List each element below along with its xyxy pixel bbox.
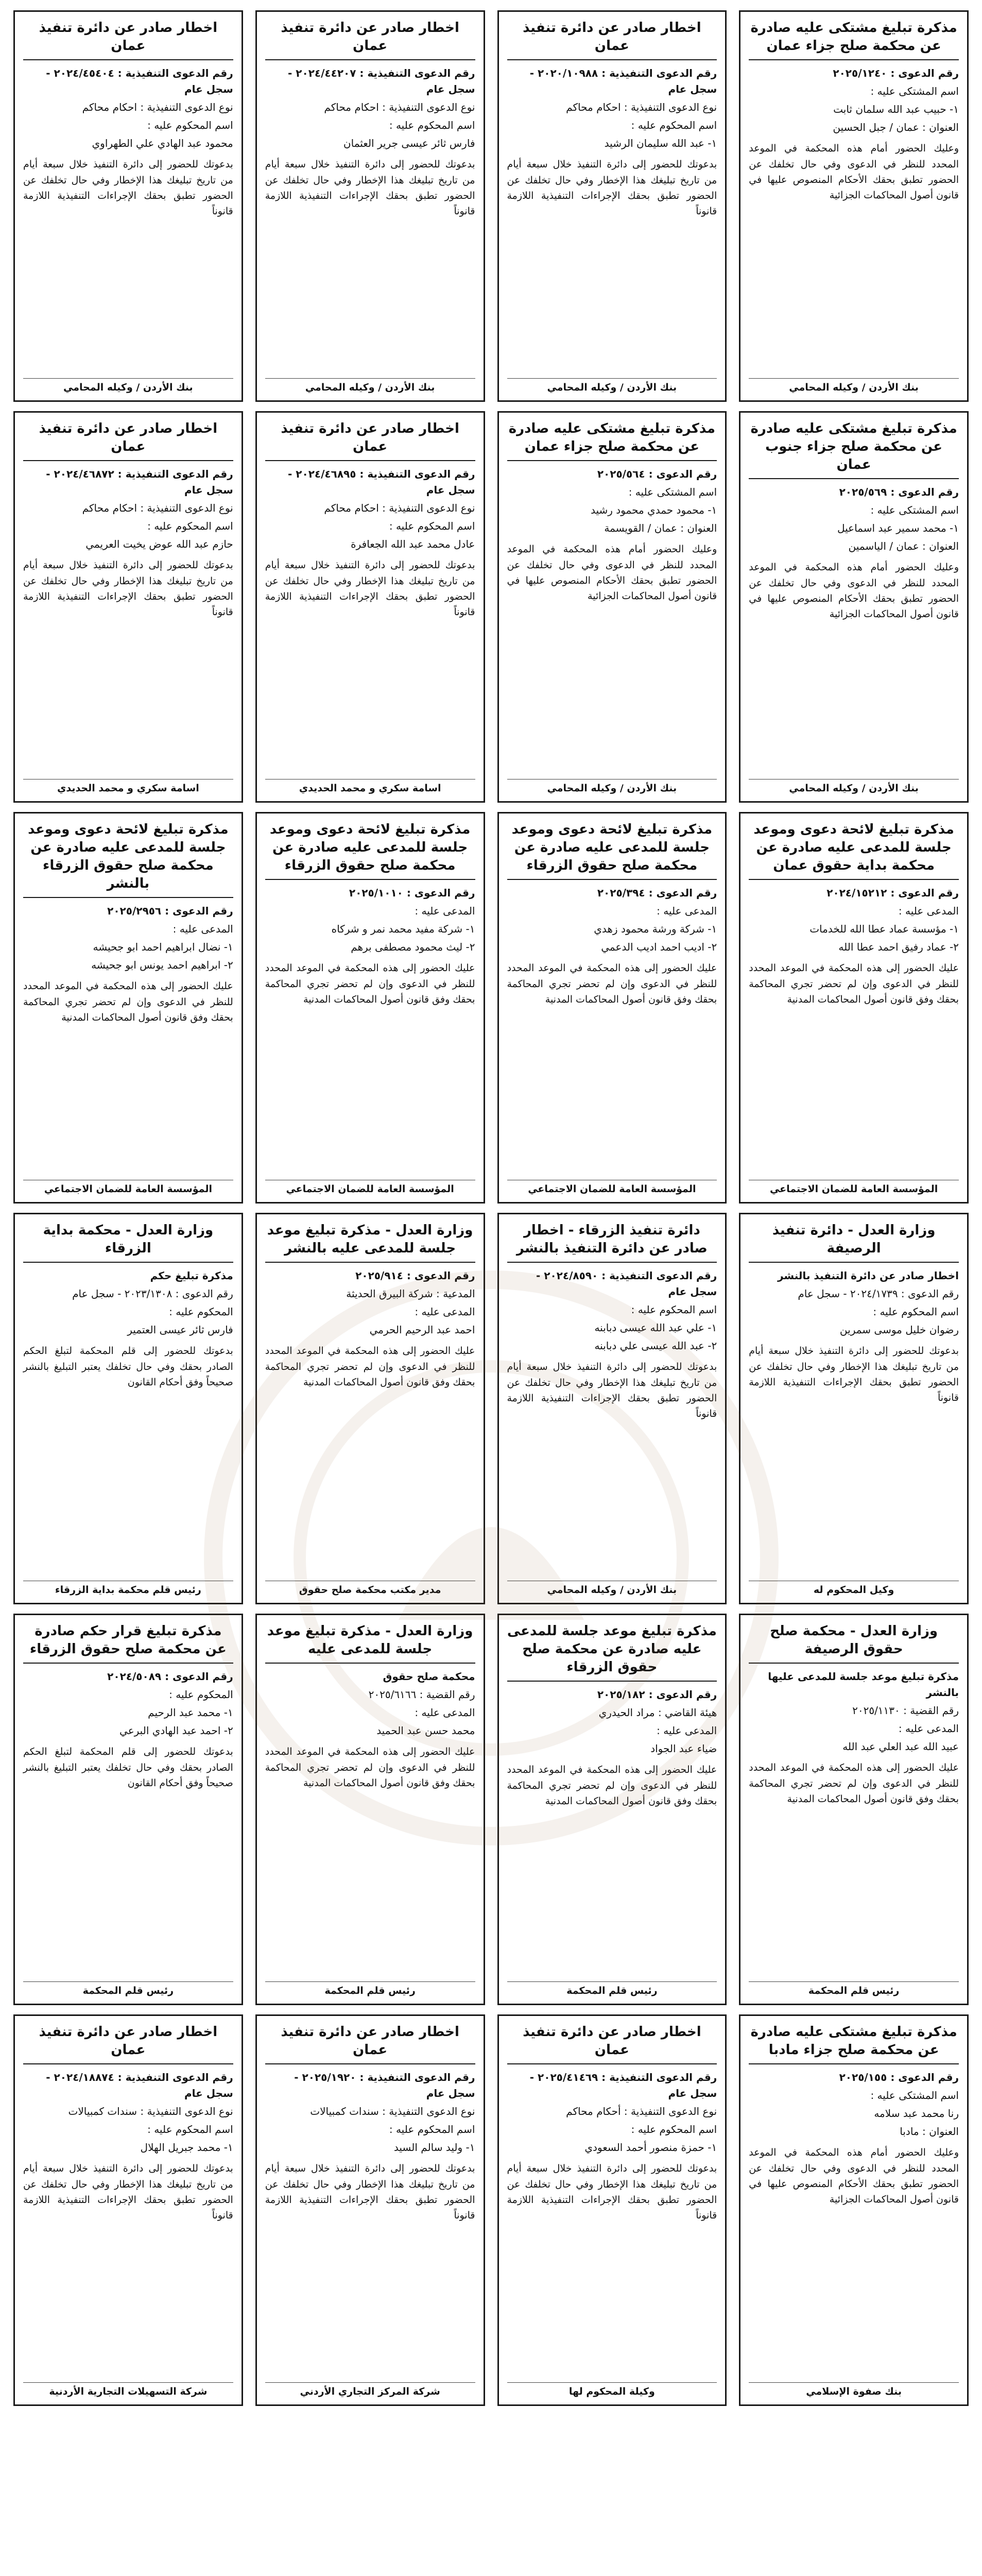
notice-detail-line: اسم المحكوم عليه : [631, 119, 717, 132]
legal-notice [497, 1213, 727, 1604]
notice-detail-line: رقم الدعوى التنفيذية : ٢٠٢٥/١٩٢٠ - سجل عام [294, 2071, 475, 2100]
legal-notice [497, 2014, 727, 2406]
notice-signatory: بنك الأردن / وكيله المحامي [265, 378, 475, 393]
notice-detail-line: نوع الدعوى التنفيذية : سندات كمبيالات [310, 2105, 475, 2118]
notice-body: عليك الحضور إلى هذه المحكمة في الموعد المحدد للنظر في الدعوى وإن لم تحضر تجري المحاكمة بحقك وفق قانون أصول المحاكمات المدنية [265, 1746, 475, 1789]
notice-detail-line: رنا محمد عبد سلامه [874, 2107, 959, 2120]
notice-title: وزارة العدل - دائرة تنفيذ الرصيفة [749, 1222, 959, 1263]
notice-detail-line: رقم الدعوى : ٢٠٢٥/١٨٢ [597, 1688, 717, 1701]
notice-detail-line: ٢- عماد رفيق احمد عطا الله [838, 941, 959, 954]
notice-title: مذكرة تبليغ لائحة دعوى وموعد جلسة للمدعى عليه صادرة عن محكمة صلح حقوق الزرقاء [265, 821, 475, 880]
legal-notice [13, 2014, 243, 2406]
notice-detail-line: المحكوم عليه : [169, 1688, 233, 1701]
notice-detail-line: رقم القضية : ٢٠٢٥/٦١٦٦ [368, 1688, 475, 1701]
notice-signatory: بنك صفوة الإسلامي [749, 2382, 959, 2397]
notice-title: اخطار صادر عن دائرة تنفيذ عمان [23, 19, 233, 60]
notice-detail-line: محمود عبد الهادي علي الطهراوي [92, 137, 233, 150]
notice-title: اخطار صادر عن دائرة تنفيذ عمان [507, 19, 717, 60]
notice-title: دائرة تنفيذ الزرقاء - اخطار صادر عن دائرة التنفيذ بالنشر [507, 1222, 717, 1263]
notice-detail-line: المدعى عليه : [898, 905, 959, 918]
legal-notice [497, 1614, 727, 2005]
legal-notice [13, 1213, 243, 1604]
notice-signatory: بنك الأردن / وكيله المحامي [23, 378, 233, 393]
notice-body: بدعوتك للحضور إلى قلم المحكمة لتبلغ الحكم الصادر بحقك وفي حال تخلفك يعتبر التبليغ بالنشر صحيحاً وفق أحكام القانون [23, 1345, 233, 1388]
notice-detail-line: المحكوم عليه : [169, 1306, 233, 1318]
notice-body: عليك الحضور إلى هذه المحكمة في الموعد المحدد للنظر في الدعوى وإن لم تحضر تجري المحاكمة بحقك وفق قانون أصول المحاكمات المدنية [265, 1345, 475, 1388]
notice-detail-line: محمد حسن عبد الحميد [376, 1724, 475, 1737]
notice-detail-line: رقم الدعوى التنفيذية : ٢٠٢٤/٤٦٨٧٢ - سجل عام [46, 468, 233, 497]
notice-body: وعليك الحضور أمام هذه المحكمة في الموعد المحدد للنظر في الدعوى وفي حال تخلفك عن الحضور تطبق بحقك الأحكام المنصوص عليها في قانون أصول المحاكمات الجزائية [749, 143, 959, 201]
notice-title: وزارة العدل - مذكرة تبليغ موعد جلسة للمدعى عليه بالنشر [265, 1222, 475, 1263]
notice-detail-line: العنوان : مادبا [900, 2125, 959, 2138]
notice-detail-line: اسم المحكوم عليه : [389, 520, 475, 533]
notice-detail-line: رقم الدعوى : ٢٠٢٥/١٢٤٠ [833, 67, 959, 80]
notice-detail-line: ١- محمد سمير عبد اسماعيل [837, 522, 959, 535]
notice-detail-line: ١- محمد جبريل الهلال [140, 2141, 233, 2154]
notice-body: بدعوتك للحضور إلى دائرة التنفيذ خلال سبعة أيام من تاريخ تبليغك هذا الإخطار وفي حال تخلفك عن الحضور تطبق بحقك الإجراءات التنفيذية اللازمة قانوناً [265, 159, 475, 217]
notice-detail-line: ١- نضال ابراهيم احمد ابو جحيشه [93, 941, 233, 954]
notice-detail-line: رقم الدعوى : ٢٠٢٥/٣٩٤ [597, 887, 717, 900]
notice-signatory: اسامة سكري و محمد الحديدي [23, 779, 233, 794]
notice-signatory: بنك الأردن / وكيله المحامي [507, 378, 717, 393]
notice-signatory: المؤسسة العامة للضمان الاجتماعي [23, 1180, 233, 1195]
notice-detail-line: محكمة صلح حقوق [383, 1670, 475, 1683]
notice-title: مذكرة تبليغ لائحة دعوى وموعد جلسة للمدعى عليه صادرة عن محكمة صلح حقوق الزرقاء بالنشر [23, 821, 233, 898]
notice-body: بدعوتك للحضور إلى دائرة التنفيذ خلال سبعة أيام من تاريخ تبليغك هذا الإخطار وفي حال تخلفك عن الحضور تطبق بحقك الإجراءات التنفيذية اللازمة قانوناً [507, 159, 717, 217]
notice-detail-line: رقم الدعوى التنفيذية : ٢٠٢٠/١٠٩٨٨ - سجل عام [529, 67, 717, 96]
notice-body: بدعوتك للحضور إلى قلم المحكمة لتبلغ الحكم الصادر بحقك وفي حال تخلفك يعتبر التبليغ بالنشر صحيحاً وفق أحكام القانون [23, 1746, 233, 1789]
notice-body: بدعوتك للحضور إلى دائرة التنفيذ خلال سبعة أيام من تاريخ تبليغك هذا الإخطار وفي حال تخلفك عن الحضور تطبق بحقك الإجراءات التنفيذية اللازمة قانوناً [23, 560, 233, 618]
notice-body: عليك الحضور إلى هذه المحكمة في الموعد المحدد للنظر في الدعوى وإن لم تحضر تجري المحاكمة بحقك وفق قانون أصول المحاكمات المدنية [507, 1764, 717, 1807]
notice-signatory: رئيس قلم المحكمة [265, 1981, 475, 1996]
notice-detail-line: ١- شركة مفيد محمد نمر و شركاه [331, 923, 475, 936]
notice-title: مذكرة تبليغ مشتكى عليه صادرة عن محكمة صلح جزاء مادبا [749, 2023, 959, 2064]
notice-signatory: شركة التسهيلات التجارية الأردنية [23, 2382, 233, 2397]
notice-detail-line: اسم المحكوم عليه : [389, 119, 475, 132]
legal-notice [739, 2014, 969, 2406]
notice-detail-line: ١- شركة ورشة محمود زهدي [594, 923, 717, 936]
notice-detail-line: ١- مؤسسة عماد عطا الله للخدمات [809, 923, 959, 936]
notice-detail-line: رقم الدعوى التنفيذية : ٢٠٢٤/٤٥٤٠٤ - سجل عام [46, 67, 233, 96]
notice-signatory: وكيلة المحكوم لها [507, 2382, 717, 2397]
notice-detail-line: المدعية : شركة البيرق الحديثة [346, 1287, 475, 1300]
notice-signatory: المؤسسة العامة للضمان الاجتماعي [749, 1180, 959, 1195]
notice-detail-line: المدعى عليه : [898, 1722, 959, 1735]
notice-detail-line: نوع الدعوى التنفيذية : احكام محاكم [324, 502, 475, 515]
notice-body: بدعوتك للحضور إلى دائرة التنفيذ خلال سبعة أيام من تاريخ تبليغك هذا الإخطار وفي حال تخلفك عن الحضور تطبق بحقك الإجراءات التنفيذية اللازمة قانوناً [23, 2163, 233, 2222]
notice-detail-line: ١- حمزة منصور أحمد السعودي [584, 2141, 717, 2154]
notice-detail-line: اسم المحكوم عليه : [147, 2123, 233, 2136]
notice-detail-line: اسم المحكوم عليه : [631, 2123, 717, 2136]
legal-notice [255, 10, 485, 402]
notice-detail-line: عبيد الله عبد العلي عبد الله [842, 1740, 959, 1753]
notice-detail-line: فارس ثائر عيسى جرير العثمان [343, 137, 475, 150]
notice-detail-line: ٢- احمد عبد الهادي البرعي [119, 1724, 233, 1737]
legal-notice [255, 411, 485, 803]
notice-detail-line: رقم القضية : ٢٠٢٥/١١٣٠ [852, 1704, 959, 1717]
notice-signatory: بنك الأردن / وكيله المحامي [507, 1581, 717, 1596]
notice-detail-line: ٢- اديب احمد اديب الدعمي [601, 941, 717, 954]
notice-body: بدعوتك للحضور إلى دائرة التنفيذ خلال سبعة أيام من تاريخ تبليغك هذا الإخطار وفي حال تخلفك عن الحضور تطبق بحقك الإجراءات التنفيذية اللازمة قانوناً [507, 1361, 717, 1420]
notice-detail-line: اسم المشتكى عليه : [870, 2089, 959, 2102]
notice-title: اخطار صادر عن دائرة تنفيذ عمان [507, 2023, 717, 2064]
notice-detail-line: اسم المشتكى عليه : [870, 85, 959, 98]
notice-body: عليك الحضور إلى هذه المحكمة في الموعد المحدد للنظر في الدعوى وإن لم تحضر تجري المحاكمة بحقك وفق قانون أصول المحاكمات المدنية [265, 962, 475, 1006]
notice-detail-line: العنوان : عمان / جبل الحسين [833, 121, 959, 134]
notice-detail-line: رقم الدعوى : ٢٠٢٤/٥٠٨٩ [107, 1670, 233, 1683]
notice-detail-line: اسم المحكوم عليه : [631, 1303, 717, 1316]
notice-signatory: شركة المركز التجاري الأردني [265, 2382, 475, 2397]
notice-detail-line: رقم الدعوى التنفيذية : ٢٠٢٤/١٨٨٧٤ - سجل عام [46, 2071, 233, 2100]
notice-body: بدعوتك للحضور إلى دائرة التنفيذ خلال سبعة أيام من تاريخ تبليغك هذا الإخطار وفي حال تخلفك عن الحضور تطبق بحقك الإجراءات التنفيذية اللازمة قانوناً [265, 2163, 475, 2222]
notice-body: وعليك الحضور أمام هذه المحكمة في الموعد المحدد للنظر في الدعوى وفي حال تخلفك عن الحضور تطبق بحقك الأحكام المنصوص عليها في قانون أصول المحاكمات الجزائية [507, 544, 717, 602]
notice-detail-line: رقم الدعوى التنفيذية : ٢٠٢٤/٤٦٨٩٥ - سجل عام [288, 468, 475, 497]
notice-title: اخطار صادر عن دائرة تنفيذ عمان [265, 19, 475, 60]
notice-detail-line: نوع الدعوى التنفيذية : احكام محاكم [566, 101, 717, 114]
notice-title: وزارة العدل - محكمة بداية الزرقاء [23, 1222, 233, 1263]
notice-detail-line: نوع الدعوى التنفيذية : احكام محاكم [324, 101, 475, 114]
notice-body: بدعوتك للحضور إلى دائرة التنفيذ خلال سبعة أيام من تاريخ تبليغك هذا الإخطار وفي حال تخلفك عن الحضور تطبق بحقك الإجراءات التنفيذية اللازمة قانوناً [749, 1345, 959, 1404]
notice-detail-line: رقم الدعوى : ٢٠٢٥/١٠١٠ [349, 887, 475, 900]
notice-title: اخطار صادر عن دائرة تنفيذ عمان [265, 2023, 475, 2064]
legal-notice [255, 2014, 485, 2406]
notice-detail-line: اخطار صادر عن دائرة التنفيذ بالنشر [777, 1269, 959, 1282]
notice-detail-line: اسم المحكوم عليه : [873, 1306, 959, 1318]
notice-detail-line: اسم المحكوم عليه : [147, 520, 233, 533]
notice-body: عليك الحضور إلى هذه المحكمة في الموعد المحدد للنظر في الدعوى وإن لم تحضر تجري المحاكمة بحقك وفق قانون أصول المحاكمات المدنية [23, 980, 233, 1024]
notice-detail-line: عادل محمد عبد الله الجعافرة [351, 538, 475, 551]
notice-detail-line: رقم الدعوى التنفيذية : ٢٠٢٤/٤٤٢٠٧ - سجل عام [288, 67, 475, 96]
notice-body: بدعوتك للحضور إلى دائرة التنفيذ خلال سبعة أيام من تاريخ تبليغك هذا الإخطار وفي حال تخلفك عن الحضور تطبق بحقك الإجراءات التنفيذية اللازمة قانوناً [507, 2163, 717, 2222]
notice-detail-line: رقم الدعوى : ٢٠٢٥/١٥٥ [839, 2071, 959, 2084]
notice-detail-line: العنوان : عمان / القويسمة [604, 522, 717, 535]
notice-detail-line: نوع الدعوى التنفيذية : سندات كمبيالات [68, 2105, 233, 2118]
notice-detail-line: رقم الدعوى : ٢٠٢٥/٢٩٥٦ [107, 905, 233, 918]
legal-notice [739, 812, 969, 1204]
notice-title: مذكرة تبليغ قرار حكم صادرة عن محكمة صلح حقوق الزرقاء [23, 1622, 233, 1664]
notice-detail-line: المدعى عليه : [415, 1306, 475, 1318]
notice-detail-line: ١- عبد الله سليمان الرشيد [604, 137, 717, 150]
notice-title: وزارة العدل - مذكرة تبليغ موعد جلسة للمدعى عليه [265, 1622, 475, 1664]
notice-body: عليك الحضور إلى هذه المحكمة في الموعد المحدد للنظر في الدعوى وإن لم تحضر تجري المحاكمة بحقك وفق قانون أصول المحاكمات المدنية [749, 1762, 959, 1805]
legal-notice [13, 10, 243, 402]
notice-detail-line: ضياء عبد الجواد [650, 1742, 717, 1755]
notice-signatory: رئيس قلم المحكمة [749, 1981, 959, 1996]
notice-detail-line: اسم المشتكى عليه : [870, 504, 959, 517]
notice-detail-line: المدعى عليه : [657, 1724, 717, 1737]
notice-title: مذكرة تبليغ مشتكى عليه صادرة عن محكمة صلح جزاء عمان [507, 420, 717, 461]
legal-notice [255, 1614, 485, 2005]
notice-detail-line: المدعى عليه : [415, 905, 475, 918]
notice-detail-line: نوع الدعوى التنفيذية : أحكام محاكم [566, 2105, 717, 2118]
legal-notice [497, 812, 727, 1204]
notice-body: بدعوتك للحضور إلى دائرة التنفيذ خلال سبعة أيام من تاريخ تبليغك هذا الإخطار وفي حال تخلفك عن الحضور تطبق بحقك الإجراءات التنفيذية اللازمة قانوناً [265, 560, 475, 618]
notice-detail-line: هيئة القاضي : مراد الحيدري [598, 1706, 717, 1719]
notice-signatory: المؤسسة العامة للضمان الاجتماعي [507, 1180, 717, 1195]
legal-notice [739, 10, 969, 402]
notice-detail-line: العنوان : عمان / الياسمين [848, 540, 959, 553]
legal-notice [255, 1213, 485, 1604]
notice-detail-line: رقم الدعوى التنفيذية : ٢٠٢٥/٤١٤٦٩ - سجل عام [529, 2071, 717, 2100]
notice-detail-line: ١- حبيب عبد الله سلمان ثابت [833, 103, 959, 116]
notice-body: بدعوتك للحضور إلى دائرة التنفيذ خلال سبعة أيام من تاريخ تبليغك هذا الإخطار وفي حال تخلفك عن الحضور تطبق بحقك الإجراءات التنفيذية اللازمة قانوناً [23, 159, 233, 217]
legal-notice [497, 10, 727, 402]
legal-notice [497, 411, 727, 803]
legal-notice [739, 411, 969, 803]
legal-notice [13, 1614, 243, 2005]
notice-detail-line: رضوان خليل موسى سمرين [839, 1324, 959, 1336]
notice-detail-line: ١- محمد عبد الرحيم [148, 1706, 233, 1719]
notice-detail-line: رقم الدعوى : ٢٠٢٣/١٣٠٨ - سجل عام [72, 1287, 233, 1300]
legal-notice [13, 812, 243, 1204]
notice-signatory: وكيل المحكوم له [749, 1581, 959, 1596]
notice-detail-line: ٢- ابراهيم احمد يونس ابو جحيشه [91, 959, 233, 972]
notice-title: اخطار صادر عن دائرة تنفيذ عمان [265, 420, 475, 461]
notice-detail-line: المدعى عليه : [415, 1706, 475, 1719]
notice-body: عليك الحضور إلى هذه المحكمة في الموعد المحدد للنظر في الدعوى وإن لم تحضر تجري المحاكمة بحقك وفق قانون أصول المحاكمات المدنية [507, 962, 717, 1006]
notice-body: وعليك الحضور أمام هذه المحكمة في الموعد المحدد للنظر في الدعوى وفي حال تخلفك عن الحضور تطبق بحقك الأحكام المنصوص عليها في قانون أصول المحاكمات الجزائية [749, 562, 959, 620]
notice-detail-line: رقم الدعوى : ٢٠٢٥/٥٦٩ [839, 486, 959, 499]
notice-signatory: بنك الأردن / وكيله المحامي [749, 779, 959, 794]
notice-detail-line: فارس ثائر عيسى العتمير [127, 1324, 233, 1336]
notice-detail-line: رقم الدعوى : ٢٠٢٥/٩١٤ [355, 1269, 475, 1282]
notice-detail-line: ١- علي عبد الله عيسى دبابنه [594, 1321, 717, 1334]
notice-signatory: بنك الأردن / وكيله المحامي [507, 779, 717, 794]
notices-grid [13, 10, 969, 2406]
notice-title: مذكرة تبليغ مشتكى عليه صادرة عن محكمة صلح جزاء جنوب عمان [749, 420, 959, 479]
notice-title: مذكرة تبليغ مشتكى عليه صادرة عن محكمة صلح جزاء عمان [749, 19, 959, 60]
notice-detail-line: نوع الدعوى التنفيذية : احكام محاكم [82, 101, 233, 114]
notice-detail-line: المدعى عليه : [173, 923, 233, 936]
notice-signatory: بنك الأردن / وكيله المحامي [749, 378, 959, 393]
notice-signatory: رئيس قلم المحكمة [507, 1981, 717, 1996]
notice-detail-line: ١- وليد سالم السيد [393, 2141, 475, 2154]
notice-detail-line: رقم الدعوى : ٢٠٢٥/٥٦٤ [597, 468, 717, 481]
notice-detail-line: اسم المحكوم عليه : [389, 2123, 475, 2136]
notice-signatory: المؤسسة العامة للضمان الاجتماعي [265, 1180, 475, 1195]
notice-title: مذكرة تبليغ لائحة دعوى وموعد جلسة للمدعى عليه صادرة عن محكمة بداية حقوق عمان [749, 821, 959, 880]
notice-signatory: اسامة سكري و محمد الحديدي [265, 779, 475, 794]
notice-detail-line: ٢- ليث محمود مصطفى برهم [351, 941, 475, 954]
notice-title: اخطار صادر عن دائرة تنفيذ عمان [23, 420, 233, 461]
notice-detail-line: مذكرة تبليغ موعد جلسة للمدعى عليها بالنشر [768, 1670, 959, 1699]
notice-detail-line: المدعى عليه : [657, 905, 717, 918]
notice-detail-line: اسم المشتكى عليه : [628, 486, 717, 499]
notice-title: مذكرة تبليغ لائحة دعوى وموعد جلسة للمدعى عليه صادرة عن محكمة صلح حقوق الزرقاء [507, 821, 717, 880]
notice-signatory: رئيس قلم محكمة بداية الزرقاء [23, 1581, 233, 1596]
notice-body: عليك الحضور إلى هذه المحكمة في الموعد المحدد للنظر في الدعوى وإن لم تحضر تجري المحاكمة بحقك وفق قانون أصول المحاكمات المدنية [749, 962, 959, 1006]
notice-body: وعليك الحضور أمام هذه المحكمة في الموعد المحدد للنظر في الدعوى وفي حال تخلفك عن الحضور تطبق بحقك الأحكام المنصوص عليها في قانون أصول المحاكمات الجزائية [749, 2147, 959, 2206]
notice-detail-line: مذكرة تبليغ حكم [150, 1269, 233, 1282]
notice-detail-line: احمد عبد الرحيم الحرمي [369, 1324, 475, 1336]
legal-notice [255, 812, 485, 1204]
notice-detail-line: ٢- عبد الله عيسى علي دبابنه [594, 1340, 717, 1352]
notice-signatory: رئيس قلم المحكمة [23, 1981, 233, 1996]
notice-detail-line: رقم الدعوى : ٢٠٢٤/١٧٣٩ - سجل عام [798, 1287, 959, 1300]
notice-detail-line: رقم الدعوى : ٢٠٢٤/١٥٢١٢ [826, 887, 959, 900]
legal-notice [13, 411, 243, 803]
legal-notice [739, 1614, 969, 2005]
notice-detail-line: نوع الدعوى التنفيذية : احكام محاكم [82, 502, 233, 515]
notice-signatory: مدير مكتب محكمة صلح حقوق [265, 1581, 475, 1596]
notice-title: اخطار صادر عن دائرة تنفيذ عمان [23, 2023, 233, 2064]
notice-detail-line: رقم الدعوى التنفيذية : ٢٠٢٤/٨٥٩٠ - سجل عام [536, 1269, 717, 1298]
legal-notice [739, 1213, 969, 1604]
notice-title: مذكرة تبليغ موعد جلسة للمدعى عليه صادرة عن محكمة صلح حقوق الزرقاء [507, 1622, 717, 1682]
notice-detail-line: اسم المحكوم عليه : [147, 119, 233, 132]
notice-detail-line: حازم عبد الله عوض يخيت العريمي [85, 538, 233, 551]
notice-detail-line: ١- محمود حمدي محمود رشيد [590, 504, 717, 517]
notice-title: وزارة العدل - محكمة صلح حقوق الرصيفة [749, 1622, 959, 1664]
